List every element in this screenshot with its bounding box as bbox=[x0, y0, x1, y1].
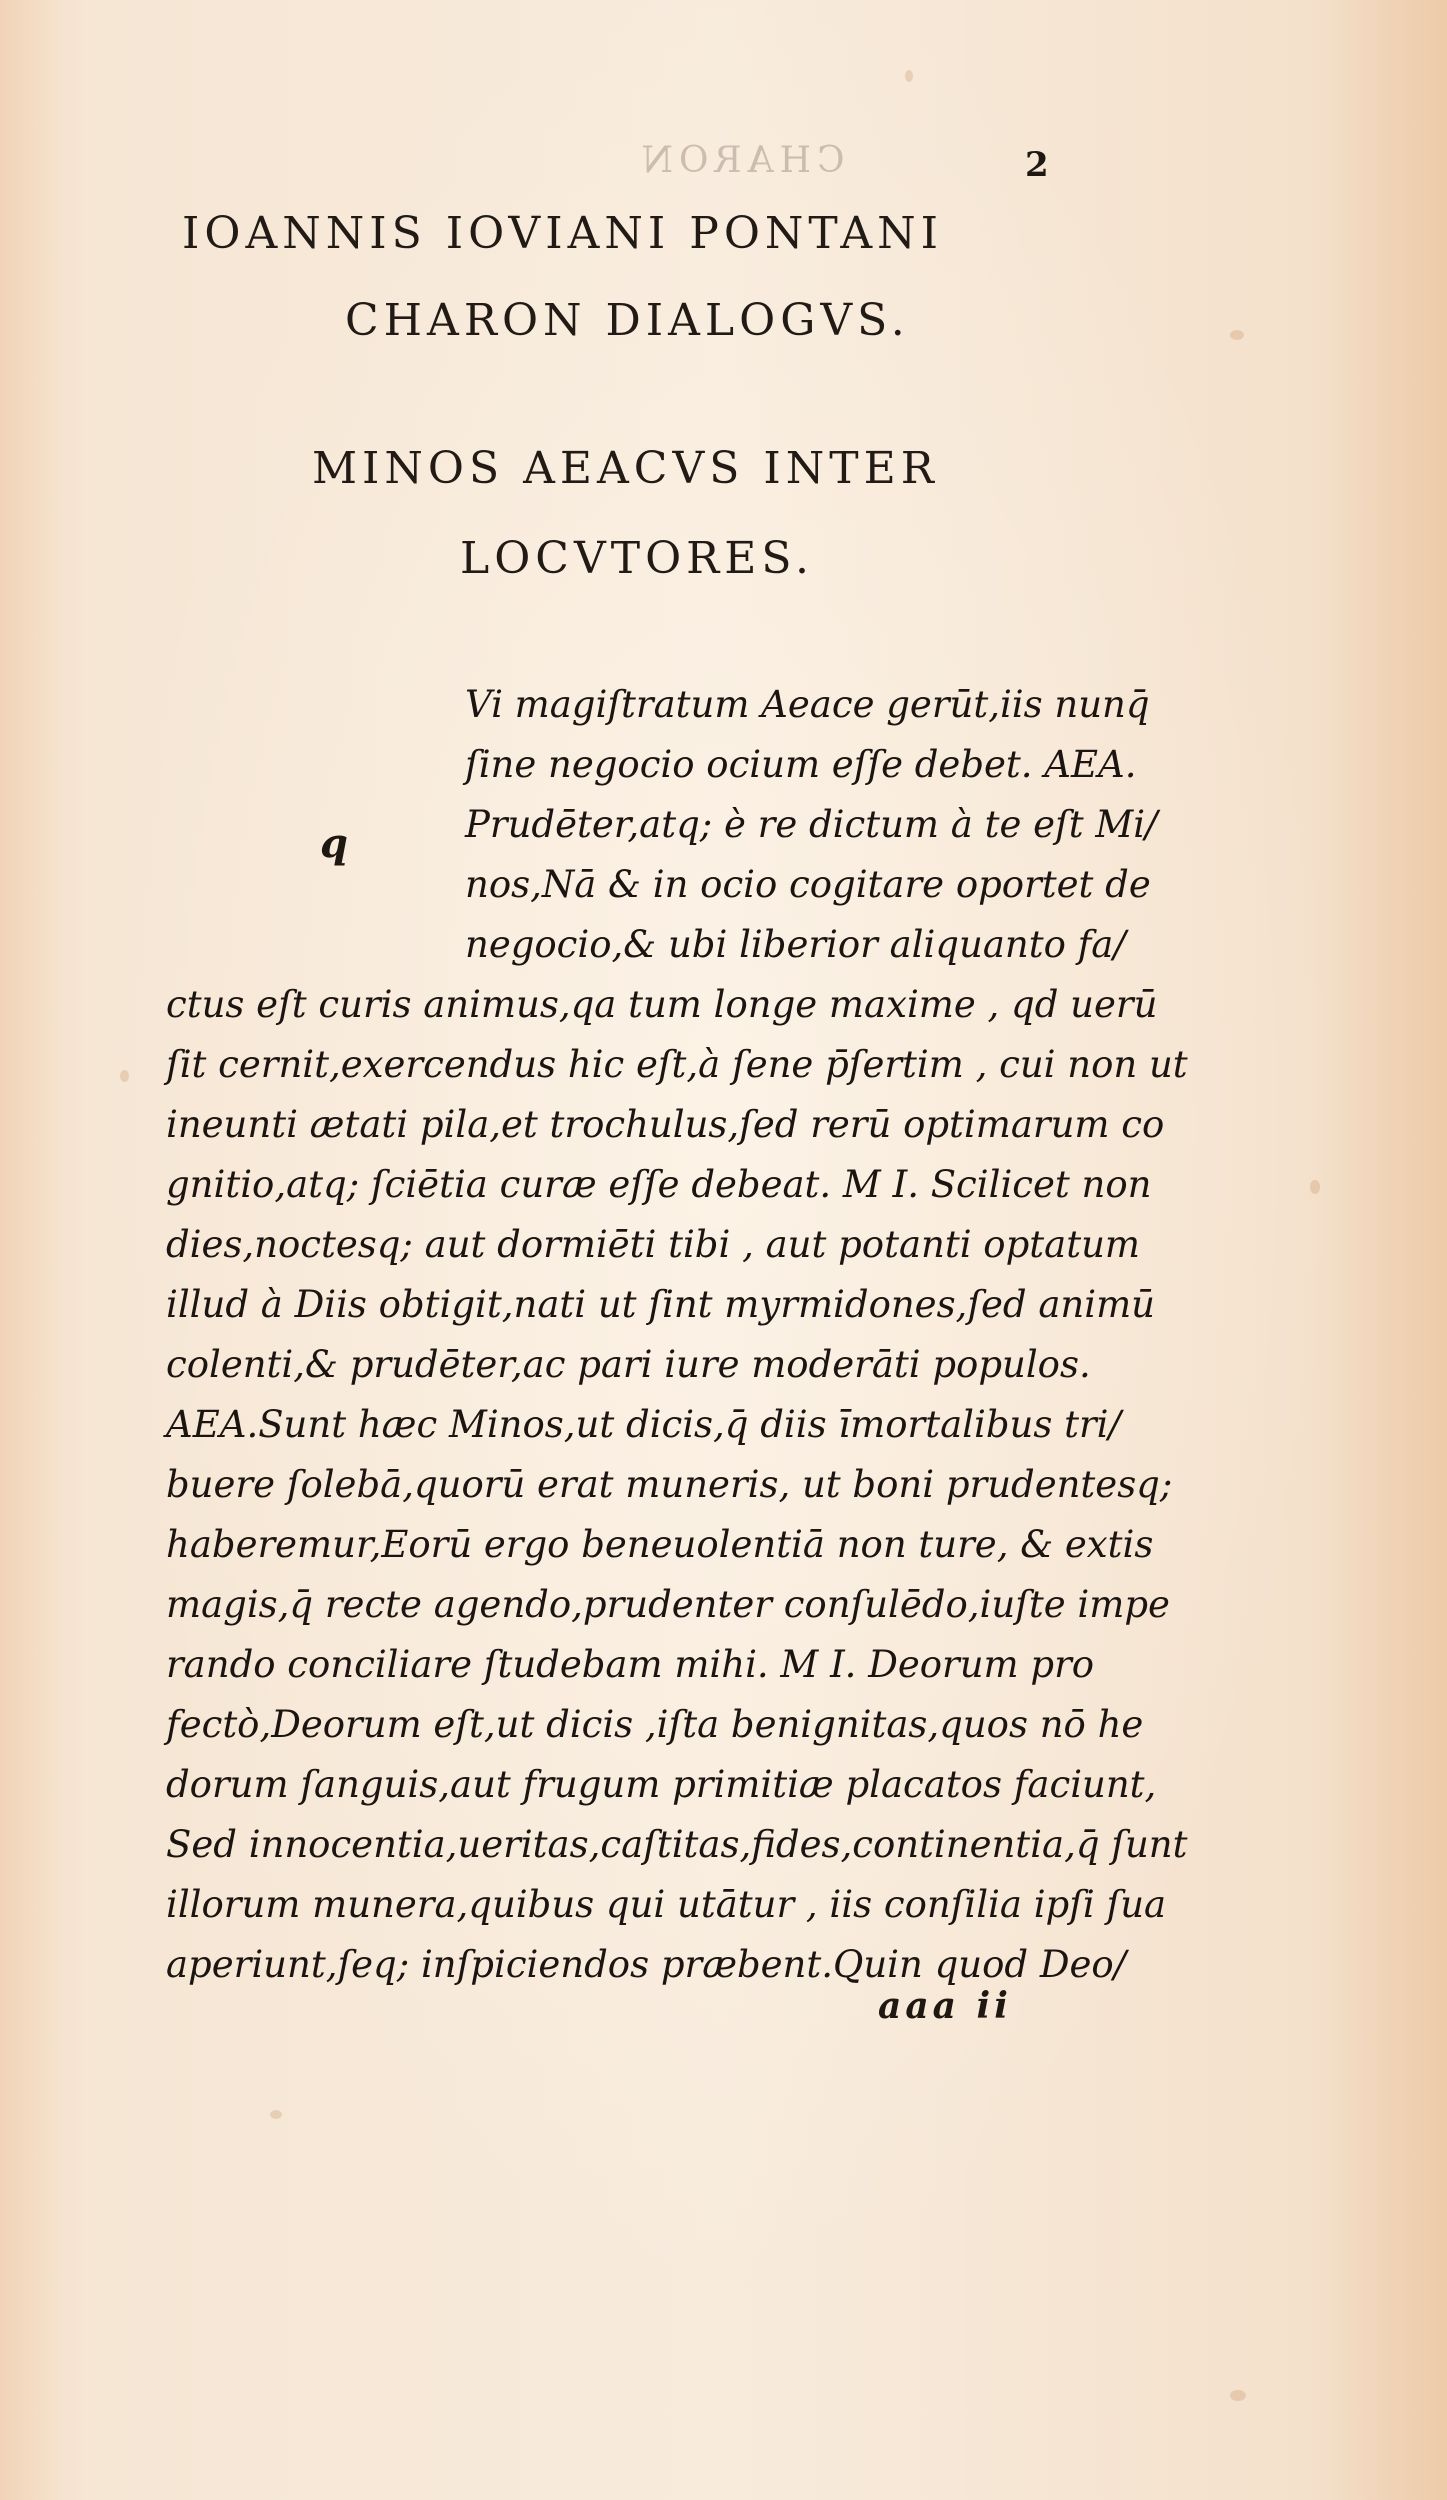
foxing-spot bbox=[270, 2110, 282, 2119]
text-line: AEA.Sunt hæc Minos,ut dicis,q̄ diis īmortalibus tri/ bbox=[166, 1403, 1121, 1446]
text-line: ſit cernit,exercendus hic eſt,à ſene p̄ſertim , cui non ut bbox=[166, 1043, 1188, 1086]
foxing-spot bbox=[1230, 2390, 1246, 2401]
text-line: Prudēter,atq; è re dictum à te eſt Mi/ bbox=[465, 803, 1158, 846]
text-line: negocio,& ubi liberior aliquanto fa/ bbox=[465, 923, 1126, 966]
title-line-work: CHARON DIALOGVS. bbox=[345, 295, 910, 346]
text-line: rando conciliare ſtudebam mihi. M I. Deorum pro bbox=[166, 1643, 1095, 1686]
show-through-text: CHARON bbox=[635, 140, 845, 181]
title-line-author: IOANNIS IOVIANI PONTANI bbox=[182, 208, 943, 259]
text-line: buere ſolebā,quorū erat muneris, ut boni prudentesq; bbox=[166, 1463, 1173, 1506]
title-line-speakers: MINOS AEACVS INTER bbox=[312, 443, 939, 494]
foxing-spot bbox=[905, 70, 913, 82]
indented-text-block bbox=[465, 675, 1265, 975]
text-line: ineunti ætati pila,et trochulus,ſed rerū optimarum co bbox=[166, 1103, 1165, 1146]
signature-mark: aaa ii bbox=[878, 1985, 1012, 2027]
foxing-spot bbox=[1230, 330, 1244, 340]
text-line: Vi magiſtratum Aeace gerūt,iis nunq̄ bbox=[465, 683, 1150, 726]
text-line: magis,q̄ recte agendo,prudenter conſulēdo,iuſte impe bbox=[166, 1583, 1170, 1626]
text-line: nos,Nā & in ocio cogitare oportet de bbox=[465, 863, 1151, 906]
page-number: 2 bbox=[1025, 145, 1049, 185]
text-line: aperiunt,ſeq; inſpiciendos præbent.Quin quod Deo/ bbox=[166, 1943, 1127, 1986]
text-line: illorum munera,quibus qui utātur , iis conſilia ipſi ſua bbox=[166, 1883, 1167, 1926]
body-text-block bbox=[166, 975, 1266, 1995]
text-line: ctus eſt curis animus,qa tum longe maxime , qd uerū bbox=[166, 983, 1158, 1026]
text-line: haberemur,Eorū ergo beneuolentiā non ture, & extis bbox=[166, 1523, 1154, 1566]
text-line: ſine negocio ocium eſſe debet. AEA. bbox=[465, 743, 1137, 786]
text-line: colenti,& prudēter,ac pari iure moderāti populos. bbox=[166, 1343, 1091, 1386]
text-line: fectò,Deorum eſt,ut dicis ,iſta benignitas,quos nō he bbox=[166, 1703, 1144, 1746]
text-line: illud à Diis obtigit,nati ut ſint myrmidones,ſed animū bbox=[166, 1283, 1155, 1326]
foxing-spot bbox=[120, 1070, 129, 1082]
page-edge-shading-right bbox=[1327, 0, 1447, 2500]
text-line: dies,noctesq; aut dormiēti tibi , aut potanti optatum bbox=[166, 1223, 1140, 1266]
text-line: dorum ſanguis,aut frugum primitiæ placatos faciunt, bbox=[166, 1763, 1157, 1806]
title-line-speakers-cont: LOCVTORES. bbox=[460, 533, 814, 584]
page-edge-shading-left bbox=[0, 0, 60, 2500]
initial-guide-letter: q bbox=[320, 820, 348, 867]
foxing-spot bbox=[1310, 1180, 1320, 1194]
text-line: Sed innocentia,ueritas,caſtitas,fides,continentia,q̄ ſunt bbox=[166, 1823, 1188, 1866]
text-line: gnitio,atq; ſciētia curæ eſſe debeat. M I. Scilicet non bbox=[166, 1163, 1152, 1206]
